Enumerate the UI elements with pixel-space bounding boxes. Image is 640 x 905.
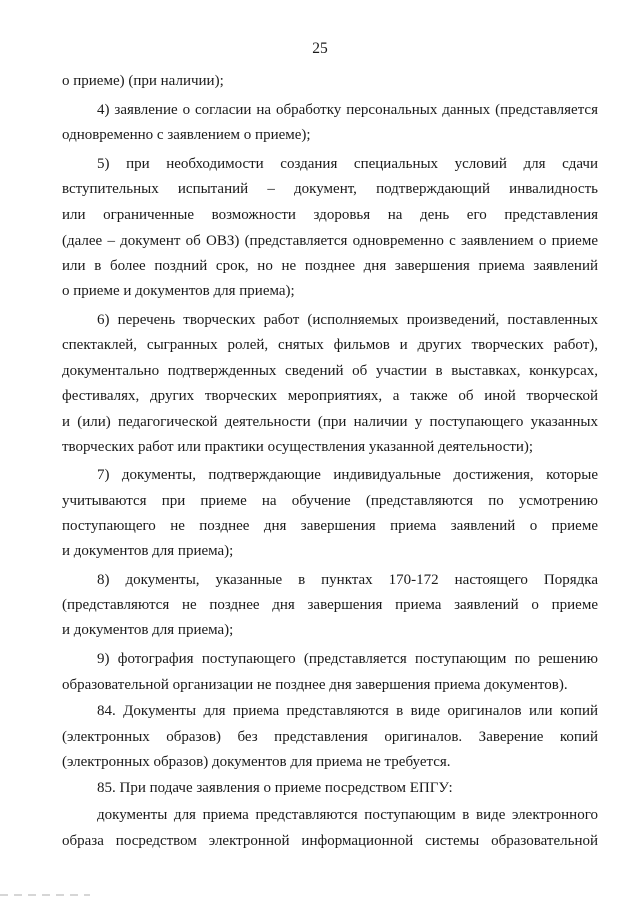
- text-line: образовательной организации не позднее дня завершения приема документов).: [62, 677, 568, 693]
- text-line: 5) при необходимости создания специальных условий для сдачи: [97, 156, 598, 172]
- text-line: (электронных образов) документов для приема не требуется.: [62, 754, 451, 770]
- text-line: 6) перечень творческих работ (исполняемых произведений, поставленных: [97, 312, 598, 328]
- text-line: о приеме) (при наличии);: [62, 73, 224, 89]
- text-line: документы для приема представляются поступающим в виде электронного: [97, 807, 598, 823]
- text-line: или ограниченные возможности здоровья на день его представления: [62, 207, 598, 223]
- text-line: или в более поздний срок, но не позднее дня завершения приема заявлений: [62, 258, 598, 274]
- text-line: творческих работ или практики осуществления указанной деятельности);: [62, 439, 534, 455]
- text-line: и документов для приема);: [62, 622, 234, 638]
- text-line: поступающего не позднее дня завершения приема заявлений о приеме: [62, 518, 598, 534]
- text-line: 4) заявление о согласии на обработку персональных данных (представляется: [97, 102, 598, 118]
- text-line: фестивалях, других творческих мероприятиях, а также об иной творческой: [62, 388, 598, 404]
- text-line: 8) документы, указанные в пунктах 170-172 настоящего Порядка: [97, 572, 598, 588]
- text-line: образа посредством электронной информационной системы образовательной: [62, 833, 598, 849]
- text-line: о приеме и документов для приема);: [62, 283, 295, 299]
- text-line: и документов для приема);: [62, 543, 234, 559]
- text-line: (далее – документ об ОВЗ) (представляется одновременно с заявлением о приеме: [62, 233, 598, 249]
- text-line: документально подтвержденных сведений об участии в выставках, конкурсах,: [62, 363, 598, 379]
- text-line: вступительных испытаний – документ, подтверждающий инвалидность: [62, 181, 598, 197]
- text-line: 7) документы, подтверждающие индивидуальные достижения, которые: [97, 467, 598, 483]
- text-line: спектаклей, сыгранных ролей, снятых фильмов и других творческих работ),: [62, 337, 598, 353]
- text-line: (электронных образов) без представления оригиналов. Заверение копий: [62, 729, 598, 745]
- scan-artifact: [0, 894, 90, 896]
- page-number: 25: [312, 40, 328, 57]
- text-line: и (или) педагогической деятельности (при наличии у поступающего указанных: [62, 414, 598, 430]
- text-line: (представляются не позднее дня завершения приема заявлений о приеме: [62, 597, 598, 613]
- text-line: одновременно с заявлением о приеме);: [62, 127, 311, 143]
- text-line: 84. Документы для приема представляются в виде оригиналов или копий: [97, 703, 598, 719]
- text-line: учитываются при приеме на обучение (представляются по усмотрению: [62, 493, 598, 509]
- text-line: 9) фотография поступающего (представляется поступающим по решению: [97, 651, 598, 667]
- text-line: 85. При подаче заявления о приеме посредством ЕПГУ:: [97, 780, 453, 796]
